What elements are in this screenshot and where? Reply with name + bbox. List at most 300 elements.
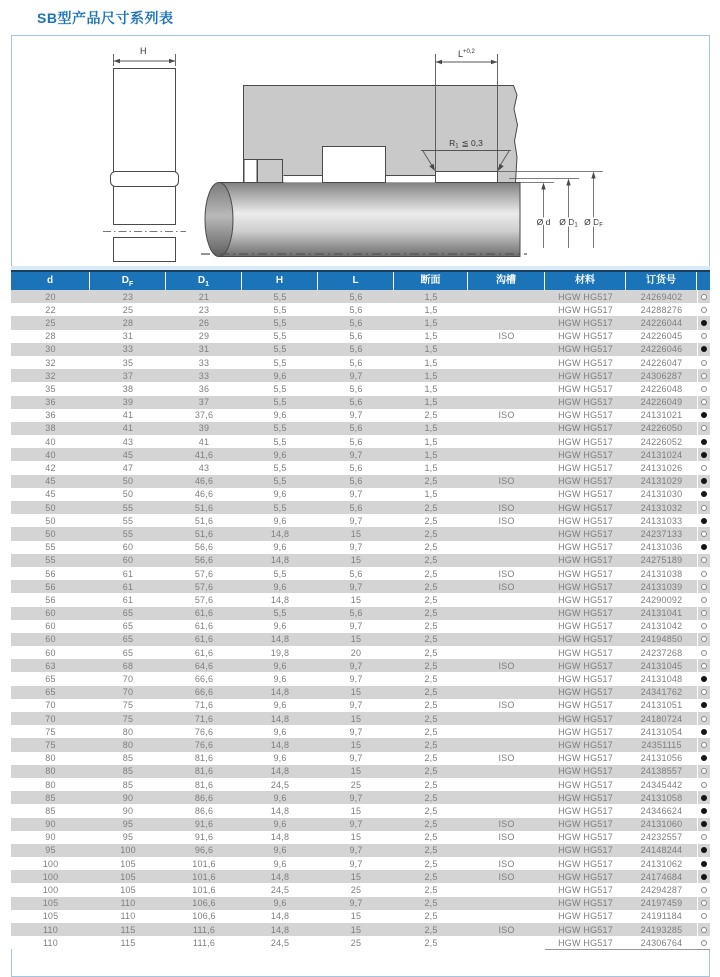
cell-l: 9,7 <box>349 700 363 711</box>
table-row <box>11 607 710 620</box>
cell-l: 15 <box>350 911 362 922</box>
cell-d: 110 <box>43 924 58 935</box>
cell-df: 85 <box>122 766 134 777</box>
cell-groove: ISO <box>498 858 515 869</box>
cell-l: 5,6 <box>349 383 363 394</box>
cell-material: HGW HG517 <box>558 779 613 790</box>
cell-d: 36 <box>45 410 56 421</box>
shaft-end-cap <box>205 183 233 257</box>
cell-df: 110 <box>120 898 136 909</box>
open-circle-icon <box>701 333 707 339</box>
cell-df: 105 <box>120 858 136 869</box>
cell-material: HGW HG517 <box>558 660 613 671</box>
cell-groove: ISO <box>498 924 515 935</box>
filled-circle-icon <box>701 808 707 814</box>
cell-section: 2,5 <box>424 608 438 619</box>
cell-order-no: 24131045 <box>640 660 683 671</box>
cell-l: 5,6 <box>349 423 363 434</box>
cell-stock <box>697 765 710 778</box>
r-max-label: R1 ≦ 0,3 <box>449 138 483 150</box>
cell-l: 15 <box>350 832 362 843</box>
column-header-groove: 沟槽 <box>468 272 545 290</box>
cell-d1: 106,6 <box>192 898 216 909</box>
cell-d1: 51,6 <box>194 515 214 526</box>
table-row <box>11 567 710 580</box>
open-circle-icon <box>701 900 707 906</box>
table-body <box>11 290 710 949</box>
cell-order-no: 24131026 <box>640 463 683 474</box>
cell-h: 9,6 <box>273 726 287 737</box>
cell-material: HGW HG517 <box>558 357 613 368</box>
cell-stock <box>697 422 710 435</box>
open-circle-icon <box>701 623 707 629</box>
cell-order-no: 24131038 <box>640 568 683 579</box>
cell-stock <box>697 501 710 514</box>
table-row <box>11 448 710 461</box>
cell-df: 39 <box>122 397 134 408</box>
table-row <box>11 897 710 910</box>
cell-order-no: 24351115 <box>641 739 682 750</box>
cell-order-no: 24226045 <box>640 331 683 342</box>
cell-df: 50 <box>122 476 134 487</box>
cell-stock <box>697 303 710 316</box>
cell-stock <box>697 448 710 461</box>
cell-h: 14,8 <box>270 766 290 777</box>
cell-material: HGW HG517 <box>558 634 613 645</box>
cell-stock <box>697 396 710 409</box>
dimension-table <box>11 266 710 950</box>
cell-h: 14,8 <box>270 713 290 724</box>
open-circle-icon <box>701 557 707 563</box>
open-circle-icon <box>701 887 707 893</box>
cell-order-no: 24269402 <box>640 291 683 302</box>
open-circle-icon <box>701 425 707 431</box>
cell-d1: 46,6 <box>194 476 214 487</box>
filled-circle-icon <box>701 729 707 735</box>
cell-l: 5,6 <box>349 344 363 355</box>
cell-material: HGW HG517 <box>558 383 613 394</box>
cell-df: 65 <box>122 608 134 619</box>
cell-section: 2,5 <box>424 515 438 526</box>
cell-d1: 23 <box>198 304 210 315</box>
cell-stock <box>697 672 710 685</box>
cell-d: 25 <box>45 317 56 328</box>
table-row <box>11 712 710 725</box>
cell-h: 14,8 <box>270 871 290 882</box>
cell-d: 100 <box>42 858 59 869</box>
cell-df: 43 <box>122 436 134 447</box>
cell-order-no: 24345442 <box>640 779 683 790</box>
table-row <box>11 343 710 356</box>
open-circle-icon <box>701 650 707 656</box>
cell-d1: 37 <box>198 397 210 408</box>
cell-material: HGW HG517 <box>558 700 613 711</box>
cell-groove: ISO <box>498 502 515 513</box>
column-header-stock <box>697 272 710 290</box>
cell-stock <box>697 567 710 580</box>
table-row <box>11 659 710 672</box>
cell-stock <box>697 910 710 923</box>
cell-l: 9,7 <box>349 449 363 460</box>
cell-l: 9,7 <box>349 753 363 764</box>
cell-section: 2,5 <box>424 621 438 632</box>
dia-df-label: Ø DF <box>584 217 603 229</box>
open-circle-icon <box>701 465 707 471</box>
cell-df: 75 <box>122 713 134 724</box>
cell-d: 50 <box>45 528 56 539</box>
cell-material: HGW HG517 <box>558 898 613 909</box>
open-circle-icon <box>701 597 707 603</box>
cell-d: 105 <box>42 911 59 922</box>
cell-df: 65 <box>122 647 134 658</box>
cell-order-no: 24131039 <box>640 581 683 592</box>
cell-material: HGW HG517 <box>558 621 613 632</box>
cell-h: 5,5 <box>273 291 287 302</box>
cell-l: 15 <box>350 766 362 777</box>
cell-d1: 57,6 <box>194 581 214 592</box>
cell-d: 70 <box>45 700 56 711</box>
cell-stock <box>697 883 710 896</box>
table-row <box>11 738 710 751</box>
cell-d: 55 <box>45 555 56 566</box>
cell-d: 30 <box>45 344 56 355</box>
cell-l: 9,7 <box>349 858 363 869</box>
cell-stock <box>697 936 710 949</box>
cell-section: 1,5 <box>424 489 438 500</box>
cell-l: 25 <box>350 885 362 896</box>
cell-order-no: 24237133 <box>640 528 683 539</box>
cell-stock <box>697 686 710 699</box>
cell-stock <box>697 923 710 936</box>
open-circle-icon <box>701 940 707 946</box>
table-row <box>11 699 710 712</box>
cell-d: 56 <box>45 568 56 579</box>
cell-d: 32 <box>45 357 56 368</box>
cell-material: HGW HG517 <box>558 753 613 764</box>
cell-df: 65 <box>122 621 134 632</box>
cell-df: 95 <box>122 832 134 843</box>
cell-section: 1,5 <box>424 463 438 474</box>
cell-stock <box>697 580 710 593</box>
cell-d1: 71,6 <box>194 713 214 724</box>
cell-groove: ISO <box>498 515 515 526</box>
cell-d1: 41 <box>198 436 210 447</box>
cell-l: 5,6 <box>349 397 363 408</box>
cell-h: 5,5 <box>273 344 287 355</box>
cell-l: 5,6 <box>349 476 363 487</box>
cell-section: 2,5 <box>424 858 438 869</box>
cell-d: 80 <box>45 779 56 790</box>
cell-material: HGW HG517 <box>558 726 613 737</box>
cell-l: 9,7 <box>349 792 363 803</box>
cell-d: 80 <box>45 753 56 764</box>
cell-df: 61 <box>122 568 134 579</box>
cell-d1: 71,6 <box>194 700 214 711</box>
cell-stock <box>697 633 710 646</box>
filled-circle-icon <box>701 346 707 352</box>
table-row <box>11 580 710 593</box>
cell-d1: 86,6 <box>194 792 214 803</box>
cell-df: 110 <box>120 911 136 922</box>
cell-section: 2,5 <box>424 805 438 816</box>
cell-section: 2,5 <box>424 568 438 579</box>
cell-order-no: 24191184 <box>641 911 682 922</box>
table-row <box>11 844 710 857</box>
cell-order-no: 24226046 <box>640 344 683 355</box>
cell-section: 2,5 <box>424 937 438 948</box>
cell-l: 9,7 <box>349 845 363 856</box>
cell-h: 14,8 <box>270 911 290 922</box>
table-row <box>11 686 710 699</box>
cell-h: 5,5 <box>273 304 287 315</box>
cell-d1: 101,6 <box>192 858 216 869</box>
column-header-d: d <box>11 272 90 290</box>
cell-order-no: 24193285 <box>640 924 683 935</box>
cell-d: 90 <box>45 832 56 843</box>
cell-section: 2,5 <box>424 832 438 843</box>
table-row <box>11 672 710 685</box>
cell-df: 70 <box>122 687 134 698</box>
table-row <box>11 422 710 435</box>
filled-circle-icon <box>701 676 707 682</box>
cell-stock <box>697 897 710 910</box>
cell-h: 14,8 <box>270 739 290 750</box>
cell-groove: ISO <box>498 700 515 711</box>
cell-h: 14,8 <box>270 832 290 843</box>
filled-circle-icon <box>701 320 707 326</box>
seal-cross-section <box>111 69 179 262</box>
cell-order-no: 24131032 <box>640 502 683 513</box>
cell-stock <box>697 541 710 554</box>
cell-order-no: 24131029 <box>640 476 683 487</box>
cell-material: HGW HG517 <box>558 528 613 539</box>
cell-df: 115 <box>120 924 136 935</box>
cell-d: 50 <box>45 502 56 513</box>
cell-section: 2,5 <box>424 753 438 764</box>
table-row <box>11 303 710 316</box>
cell-order-no: 24275189 <box>640 555 683 566</box>
cell-d1: 51,6 <box>194 502 214 513</box>
column-header-order-no: 订货号 <box>626 272 697 290</box>
cell-df: 41 <box>122 410 134 421</box>
cell-d1: 81,6 <box>194 753 214 764</box>
cell-d1: 33 <box>198 370 210 381</box>
cell-d: 60 <box>45 608 56 619</box>
cell-h: 24,5 <box>270 885 290 896</box>
cell-d1: 43 <box>198 463 210 474</box>
table-row <box>11 620 710 633</box>
cell-l: 15 <box>350 739 362 750</box>
open-circle-icon <box>701 531 707 537</box>
cell-stock <box>697 330 710 343</box>
cell-order-no: 24226050 <box>640 423 683 434</box>
table-row <box>11 936 710 949</box>
table-row <box>11 435 710 448</box>
cell-df: 47 <box>122 463 134 474</box>
cell-d: 42 <box>45 463 56 474</box>
table-row <box>11 316 710 329</box>
filled-circle-icon <box>701 821 707 827</box>
filled-circle-icon <box>701 755 707 761</box>
cell-material: HGW HG517 <box>558 674 613 685</box>
cell-l: 9,7 <box>349 621 363 632</box>
cell-material: HGW HG517 <box>558 832 613 843</box>
table-row <box>11 356 710 369</box>
cell-df: 23 <box>122 291 134 302</box>
cell-material: HGW HG517 <box>558 317 613 328</box>
cell-df: 60 <box>122 542 134 553</box>
cell-d1: 46,6 <box>194 489 214 500</box>
cell-l: 15 <box>350 555 362 566</box>
filled-circle-icon <box>701 702 707 708</box>
dia-d1-label: Ø D1 <box>559 217 578 229</box>
cell-stock <box>697 646 710 659</box>
cell-l: 9,7 <box>349 660 363 671</box>
cell-h: 5,5 <box>273 397 287 408</box>
cell-stock <box>697 356 710 369</box>
cell-stock <box>697 514 710 527</box>
cell-order-no: 24306764 <box>640 937 683 948</box>
cell-material: HGW HG517 <box>558 713 613 724</box>
cell-order-no: 24148244 <box>640 845 683 856</box>
cell-l: 15 <box>350 871 362 882</box>
cell-l: 15 <box>350 924 362 935</box>
table-row <box>11 461 710 474</box>
cell-order-no: 24131030 <box>640 489 683 500</box>
table-row <box>11 488 710 501</box>
cell-section: 2,5 <box>424 581 438 592</box>
cell-d1: 29 <box>198 331 210 342</box>
cell-d1: 56,6 <box>194 542 214 553</box>
cell-order-no: 24226044 <box>640 317 683 328</box>
cell-df: 85 <box>122 779 134 790</box>
cell-material: HGW HG517 <box>558 304 613 315</box>
cell-order-no: 24288276 <box>640 304 683 315</box>
cell-l: 15 <box>350 713 362 724</box>
cell-order-no: 24237268 <box>640 647 683 658</box>
cell-d: 70 <box>45 713 56 724</box>
cell-d1: 33 <box>198 357 210 368</box>
cell-df: 68 <box>122 660 134 671</box>
filled-circle-icon <box>701 452 707 458</box>
cell-order-no: 24131041 <box>640 608 683 619</box>
table-row <box>11 633 710 646</box>
technical-drawing <box>11 35 708 267</box>
table-row <box>11 857 710 870</box>
cell-l: 5,6 <box>349 608 363 619</box>
cell-d: 60 <box>45 621 56 632</box>
cell-order-no: 24226047 <box>640 357 683 368</box>
table-row <box>11 646 710 659</box>
cell-l: 9,7 <box>349 674 363 685</box>
cell-d1: 41,6 <box>194 449 214 460</box>
cell-df: 90 <box>122 805 134 816</box>
cell-section: 2,5 <box>424 792 438 803</box>
cell-section: 2,5 <box>424 819 438 830</box>
cell-l: 9,7 <box>349 410 363 421</box>
cell-df: 28 <box>122 317 134 328</box>
cell-material: HGW HG517 <box>558 542 613 553</box>
cell-d: 56 <box>45 581 56 592</box>
table-row <box>11 923 710 936</box>
table-row <box>11 804 710 817</box>
cell-d1: 57,6 <box>194 594 214 605</box>
cell-l: 5,6 <box>349 568 363 579</box>
cell-d: 45 <box>45 489 56 500</box>
cell-stock <box>697 343 710 356</box>
cell-section: 2,5 <box>424 528 438 539</box>
cell-h: 9,6 <box>273 542 287 553</box>
cell-order-no: 24131056 <box>640 753 683 764</box>
cell-h: 9,6 <box>273 621 287 632</box>
cell-d: 38 <box>45 423 56 434</box>
cell-df: 75 <box>122 700 134 711</box>
cell-stock <box>697 831 710 844</box>
cell-section: 1,5 <box>424 331 438 342</box>
cell-h: 9,6 <box>273 845 287 856</box>
cell-order-no: 24131042 <box>640 621 683 632</box>
cell-d: 40 <box>45 436 56 447</box>
cell-h: 9,6 <box>273 410 287 421</box>
cell-h: 9,6 <box>273 370 287 381</box>
cell-order-no: 24131033 <box>640 515 683 526</box>
cell-section: 1,5 <box>424 317 438 328</box>
cell-h: 14,8 <box>270 805 290 816</box>
open-circle-icon <box>701 360 707 366</box>
cell-stock <box>697 791 710 804</box>
cell-d1: 57,6 <box>194 568 214 579</box>
table-row <box>11 883 710 896</box>
cell-section: 2,5 <box>424 687 438 698</box>
table-row <box>11 330 710 343</box>
cell-d: 56 <box>45 594 56 605</box>
cell-material: HGW HG517 <box>558 397 613 408</box>
cell-section: 2,5 <box>424 674 438 685</box>
cell-material: HGW HG517 <box>558 687 613 698</box>
cell-h: 14,8 <box>270 924 290 935</box>
cell-section: 1,5 <box>424 291 438 302</box>
cell-df: 65 <box>122 634 134 645</box>
cell-h: 5,5 <box>273 463 287 474</box>
cell-stock <box>697 752 710 765</box>
column-header-df: $D_F$ <box>90 272 166 290</box>
cell-df: 61 <box>122 581 134 592</box>
cell-stock <box>697 382 710 395</box>
cell-stock <box>697 870 710 883</box>
cell-section: 2,5 <box>424 911 438 922</box>
cell-l: 5,6 <box>349 436 363 447</box>
cell-material: HGW HG517 <box>558 581 613 592</box>
cell-material: HGW HG517 <box>558 476 613 487</box>
cell-l: 5,6 <box>349 304 363 315</box>
cell-d1: 86,6 <box>194 805 214 816</box>
cell-df: 50 <box>122 489 134 500</box>
cell-h: 5,5 <box>273 568 287 579</box>
cell-l: 5,6 <box>349 291 363 302</box>
cell-d: 60 <box>45 634 56 645</box>
cell-l: 15 <box>350 528 362 539</box>
cell-section: 1,5 <box>424 344 438 355</box>
cell-l: 15 <box>350 634 362 645</box>
table-row <box>11 382 710 395</box>
open-circle-icon <box>701 927 707 933</box>
cell-h: 5,5 <box>273 317 287 328</box>
cell-section: 2,5 <box>424 726 438 737</box>
cell-l: 20 <box>350 647 362 658</box>
cell-l: 5,6 <box>349 357 363 368</box>
cell-order-no: 24346624 <box>640 805 683 816</box>
cell-section: 2,5 <box>424 594 438 605</box>
